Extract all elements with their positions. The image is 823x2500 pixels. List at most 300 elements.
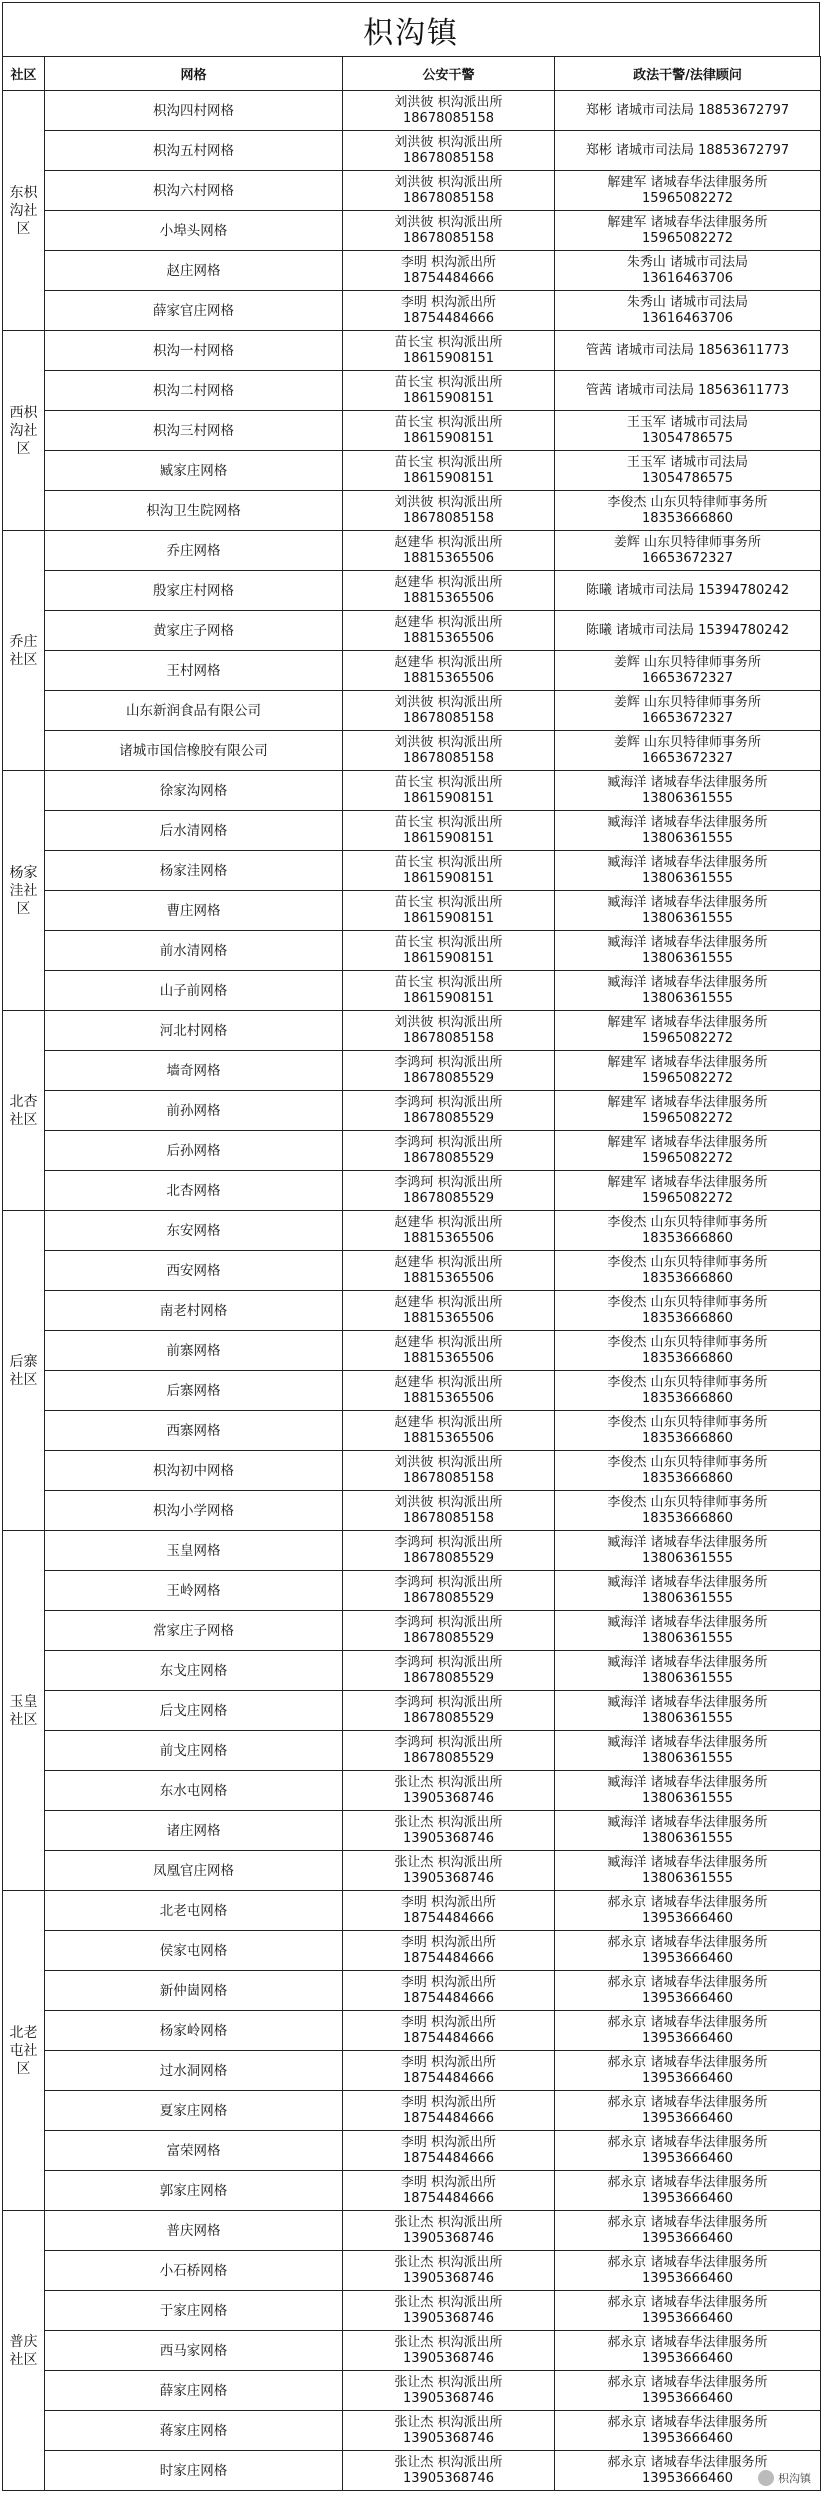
- police-line: 赵建华 枳沟派出所: [394, 574, 503, 590]
- legal-line: 13806361555: [642, 990, 733, 1006]
- police-line: 赵建华 枳沟派出所: [394, 654, 503, 670]
- police-cell: [343, 1411, 555, 1451]
- legal-line: 13616463706: [642, 310, 733, 326]
- police-line: 18615908151: [403, 430, 494, 446]
- table-row: [3, 1331, 821, 1371]
- police-cell: [343, 2411, 555, 2451]
- police-line: 13905368746: [403, 2390, 494, 2406]
- legal-cell: [555, 1771, 821, 1811]
- police-cell: [343, 691, 555, 731]
- legal-cell: [555, 891, 821, 931]
- grid-name-cell: 河北村网格: [45, 1011, 343, 1051]
- police-line: 18754484666: [403, 2150, 494, 2166]
- legal-cell: [555, 1411, 821, 1451]
- legal-line: 李俊杰 山东贝特律师事务所: [607, 1454, 768, 1470]
- watermark-logo-icon: [758, 2470, 774, 2486]
- legal-line: 李俊杰 山东贝特律师事务所: [607, 1494, 768, 1510]
- grid-name-cell: 东戈庄网格: [45, 1651, 343, 1691]
- police-line: 18678085529: [403, 1190, 494, 1206]
- legal-line: 15965082272: [642, 190, 733, 206]
- police-cell: [343, 1691, 555, 1731]
- police-line: 13905368746: [403, 2470, 494, 2486]
- legal-line: 13953666460: [642, 2070, 733, 2086]
- police-line: 18754484666: [403, 2110, 494, 2126]
- grid-name-cell: 杨家洼网格: [45, 851, 343, 891]
- police-line: 刘洪彼 枳沟派出所: [394, 734, 503, 750]
- legal-line: 臧海洋 诸城春华法律服务所: [607, 894, 768, 910]
- table-row: [3, 891, 821, 931]
- police-line: 苗长宝 枳沟派出所: [394, 974, 503, 990]
- table-row: [3, 1011, 821, 1051]
- legal-line: 13806361555: [642, 1550, 733, 1566]
- police-line: 18678085158: [403, 510, 494, 526]
- police-line: 18754484666: [403, 1950, 494, 1966]
- table-row: [3, 1731, 821, 1771]
- page-title: 枳沟镇: [2, 2, 820, 56]
- police-line: 18678085158: [403, 710, 494, 726]
- police-cell: [343, 1811, 555, 1851]
- legal-line: 姜辉 山东贝特律师事务所: [613, 534, 762, 550]
- table-row: [3, 2051, 821, 2091]
- police-cell: [343, 291, 555, 331]
- legal-line: 朱秀山 诸城市司法局: [626, 254, 749, 270]
- grid-name-cell: 夏家庄网格: [45, 2091, 343, 2131]
- legal-line: 臧海洋 诸城春华法律服务所: [607, 1734, 768, 1750]
- police-line: 赵建华 枳沟派出所: [394, 1374, 503, 1390]
- legal-line: 臧海洋 诸城春华法律服务所: [607, 1814, 768, 1830]
- police-line: 18615908151: [403, 910, 494, 926]
- grid-name-cell: 枳沟初中网格: [45, 1451, 343, 1491]
- legal-cell: [555, 2291, 821, 2331]
- header-row: [3, 57, 821, 91]
- table-row: [3, 1811, 821, 1851]
- legal-line: 13953666460: [642, 2190, 733, 2206]
- legal-line: 臧海洋 诸城春华法律服务所: [607, 774, 768, 790]
- legal-line: 13806361555: [642, 790, 733, 806]
- legal-line: 臧海洋 诸城春华法律服务所: [607, 1774, 768, 1790]
- police-line: 18678085158: [403, 1030, 494, 1046]
- grid-name-cell: 后寨网格: [45, 1371, 343, 1411]
- legal-cell: [555, 2171, 821, 2211]
- grid-name-cell: 东水屯网格: [45, 1771, 343, 1811]
- table-row: [3, 1291, 821, 1331]
- legal-cell: [555, 291, 821, 331]
- police-line: 张让杰 枳沟派出所: [394, 2254, 503, 2270]
- police-line: 苗长宝 枳沟派出所: [394, 374, 503, 390]
- police-line: 刘洪彼 枳沟派出所: [394, 134, 503, 150]
- legal-line: 18353666860: [642, 1390, 733, 1406]
- police-cell: [343, 651, 555, 691]
- legal-cell: [555, 611, 821, 651]
- table-row: [3, 1091, 821, 1131]
- police-cell: [343, 1531, 555, 1571]
- police-line: 18754484666: [403, 1990, 494, 2006]
- legal-line: 解建军 诸城春华法律服务所: [607, 174, 768, 190]
- police-line: 张让杰 枳沟派出所: [394, 1854, 503, 1870]
- police-line: 赵建华 枳沟派出所: [394, 1334, 503, 1350]
- grid-name-cell: 枳沟卫生院网格: [45, 491, 343, 531]
- police-line: 18815365506: [403, 670, 494, 686]
- grid-name-cell: 后水清网格: [45, 811, 343, 851]
- legal-line: 解建军 诸城春华法律服务所: [607, 1094, 768, 1110]
- police-cell: [343, 2371, 555, 2411]
- legal-line: 郝永京 诸城春华法律服务所: [607, 2054, 768, 2070]
- police-line: 李明 枳沟派出所: [400, 2174, 497, 2190]
- police-cell: [343, 931, 555, 971]
- police-line: 苗长宝 枳沟派出所: [394, 934, 503, 950]
- legal-line: 13953666460: [642, 2270, 733, 2286]
- legal-cell: [555, 1971, 821, 2011]
- roster-table: [2, 56, 821, 2491]
- police-cell: [343, 251, 555, 291]
- legal-cell: [555, 2371, 821, 2411]
- grid-name-cell: 曹庄网格: [45, 891, 343, 931]
- police-line: 苗长宝 枳沟派出所: [394, 334, 503, 350]
- legal-line: 郑彬 诸城市司法局 18853672797: [585, 142, 790, 158]
- grid-name-cell: 枳沟小学网格: [45, 1491, 343, 1531]
- table-row: [3, 1411, 821, 1451]
- legal-line: 李俊杰 山东贝特律师事务所: [607, 1214, 768, 1230]
- police-cell: [343, 1171, 555, 1211]
- police-line: 18815365506: [403, 1230, 494, 1246]
- legal-line: 郝永京 诸城春华法律服务所: [607, 2294, 768, 2310]
- police-line: 18678085158: [403, 150, 494, 166]
- grid-name-cell: 王岭网格: [45, 1571, 343, 1611]
- legal-line: 16653672327: [642, 670, 733, 686]
- roster-body: [3, 91, 821, 2491]
- table-row: [3, 291, 821, 331]
- legal-cell: [555, 1731, 821, 1771]
- legal-cell: [555, 971, 821, 1011]
- police-line: 13905368746: [403, 1830, 494, 1846]
- police-line: 赵建华 枳沟派出所: [394, 534, 503, 550]
- police-cell: [343, 1611, 555, 1651]
- police-cell: [343, 1451, 555, 1491]
- legal-line: 18353666860: [642, 1230, 733, 1246]
- legal-line: 16653672327: [642, 710, 733, 726]
- legal-line: 臧海洋 诸城春华法律服务所: [607, 1574, 768, 1590]
- table-row: [3, 1691, 821, 1731]
- police-line: 张让杰 枳沟派出所: [394, 2334, 503, 2350]
- police-line: 18615908151: [403, 830, 494, 846]
- table-row: [3, 1251, 821, 1291]
- legal-line: 郝永京 诸城春华法律服务所: [607, 1934, 768, 1950]
- grid-name-cell: 小埠头网格: [45, 211, 343, 251]
- police-line: 18615908151: [403, 790, 494, 806]
- legal-line: 陈曦 诸城市司法局 15394780242: [585, 582, 790, 598]
- police-line: 13905368746: [403, 2230, 494, 2246]
- police-line: 18678085529: [403, 1590, 494, 1606]
- legal-cell: [555, 1531, 821, 1571]
- police-cell: [343, 1371, 555, 1411]
- table-row: [3, 1451, 821, 1491]
- police-line: 李鸿珂 枳沟派出所: [394, 1054, 503, 1070]
- police-cell: [343, 611, 555, 651]
- community-cell: [3, 531, 45, 771]
- police-cell: [343, 1291, 555, 1331]
- police-cell: [343, 571, 555, 611]
- police-cell: [343, 2291, 555, 2331]
- police-line: 18754484666: [403, 2030, 494, 2046]
- community-name: 北老屯社区: [9, 2024, 38, 2077]
- legal-line: 13616463706: [642, 270, 733, 286]
- legal-line: 臧海洋 诸城春华法律服务所: [607, 934, 768, 950]
- table-row: [3, 931, 821, 971]
- legal-line: 解建军 诸城春华法律服务所: [607, 1014, 768, 1030]
- community-name: 杨家洼社区: [9, 864, 38, 917]
- table-row: [3, 531, 821, 571]
- legal-cell: [555, 2411, 821, 2451]
- police-cell: [343, 2171, 555, 2211]
- legal-line: 王玉军 诸城市司法局: [626, 454, 749, 470]
- police-line: 张让杰 枳沟派出所: [394, 2374, 503, 2390]
- legal-cell: [555, 571, 821, 611]
- table-row: [3, 1931, 821, 1971]
- police-line: 13905368746: [403, 1790, 494, 1806]
- police-line: 赵建华 枳沟派出所: [394, 1254, 503, 1270]
- grid-name-cell: 徐家沟网格: [45, 771, 343, 811]
- legal-line: 13806361555: [642, 870, 733, 886]
- legal-line: 臧海洋 诸城春华法律服务所: [607, 1614, 768, 1630]
- police-line: 18678085529: [403, 1630, 494, 1646]
- legal-cell: [555, 91, 821, 131]
- police-cell: [343, 491, 555, 531]
- police-cell: [343, 2091, 555, 2131]
- table-row: [3, 2251, 821, 2291]
- legal-cell: [555, 1451, 821, 1491]
- police-line: 李鸿珂 枳沟派出所: [394, 1574, 503, 1590]
- police-cell: [343, 851, 555, 891]
- police-line: 13905368746: [403, 2310, 494, 2326]
- grid-name-cell: 薛家庄网格: [45, 2371, 343, 2411]
- legal-line: 13806361555: [642, 1750, 733, 1766]
- legal-line: 13953666460: [642, 1950, 733, 1966]
- police-line: 18754484666: [403, 270, 494, 286]
- legal-cell: [555, 531, 821, 571]
- police-line: 18754484666: [403, 310, 494, 326]
- police-line: 刘洪彼 枳沟派出所: [394, 174, 503, 190]
- header-grid: 网格: [45, 57, 343, 91]
- table-row: [3, 1491, 821, 1531]
- grid-name-cell: 枳沟六村网格: [45, 171, 343, 211]
- grid-name-cell: 殷家庄村网格: [45, 571, 343, 611]
- police-line: 张让杰 枳沟派出所: [394, 2214, 503, 2230]
- police-line: 张让杰 枳沟派出所: [394, 2414, 503, 2430]
- legal-line: 姜辉 山东贝特律师事务所: [613, 734, 762, 750]
- police-cell: [343, 131, 555, 171]
- table-row: [3, 2451, 821, 2491]
- legal-cell: [555, 371, 821, 411]
- grid-name-cell: 枳沟三村网格: [45, 411, 343, 451]
- watermark: [758, 2470, 811, 2486]
- police-line: 18615908151: [403, 470, 494, 486]
- police-line: 李鸿珂 枳沟派出所: [394, 1734, 503, 1750]
- police-cell: [343, 1251, 555, 1291]
- police-line: 18678085158: [403, 1510, 494, 1526]
- police-line: 李明 枳沟派出所: [400, 294, 497, 310]
- grid-name-cell: 前孙网格: [45, 1091, 343, 1131]
- grid-name-cell: 墙奇网格: [45, 1051, 343, 1091]
- grid-name-cell: 郭家庄网格: [45, 2171, 343, 2211]
- legal-line: 18353666860: [642, 1510, 733, 1526]
- grid-name-cell: 前戈庄网格: [45, 1731, 343, 1771]
- police-cell: [343, 771, 555, 811]
- legal-cell: [555, 491, 821, 531]
- grid-name-cell: 黄家庄子网格: [45, 611, 343, 651]
- police-line: 赵建华 枳沟派出所: [394, 614, 503, 630]
- police-cell: [343, 1651, 555, 1691]
- grid-name-cell: 前寨网格: [45, 1331, 343, 1371]
- legal-line: 13806361555: [642, 830, 733, 846]
- table-row: [3, 1971, 821, 2011]
- police-cell: [343, 2451, 555, 2491]
- legal-line: 18353666860: [642, 1270, 733, 1286]
- police-line: 刘洪彼 枳沟派出所: [394, 214, 503, 230]
- legal-cell: [555, 1051, 821, 1091]
- legal-cell: [555, 691, 821, 731]
- community-name: 乔庄社区: [9, 633, 38, 668]
- legal-line: 臧海洋 诸城春华法律服务所: [607, 854, 768, 870]
- police-line: 18678085158: [403, 230, 494, 246]
- legal-cell: [555, 1251, 821, 1291]
- legal-line: 13953666460: [642, 2030, 733, 2046]
- police-line: 18815365506: [403, 1430, 494, 1446]
- grid-name-cell: 东安网格: [45, 1211, 343, 1251]
- police-cell: [343, 371, 555, 411]
- grid-name-cell: 小石桥网格: [45, 2251, 343, 2291]
- legal-line: 15965082272: [642, 1110, 733, 1126]
- legal-line: 解建军 诸城春华法律服务所: [607, 1174, 768, 1190]
- grid-name-cell: 薛家官庄网格: [45, 291, 343, 331]
- community-cell: [3, 1011, 45, 1211]
- grid-name-cell: 臧家庄网格: [45, 451, 343, 491]
- grid-name-cell: 后戈庄网格: [45, 1691, 343, 1731]
- legal-line: 郝永京 诸城春华法律服务所: [607, 2214, 768, 2230]
- police-line: 18678085529: [403, 1710, 494, 1726]
- police-line: 李明 枳沟派出所: [400, 2094, 497, 2110]
- legal-cell: [555, 771, 821, 811]
- legal-line: 李俊杰 山东贝特律师事务所: [607, 1334, 768, 1350]
- table-row: [3, 131, 821, 171]
- legal-cell: [555, 1851, 821, 1891]
- grid-name-cell: 枳沟二村网格: [45, 371, 343, 411]
- grid-name-cell: 乔庄网格: [45, 531, 343, 571]
- table-row: [3, 851, 821, 891]
- legal-line: 15965082272: [642, 230, 733, 246]
- legal-line: 臧海洋 诸城春华法律服务所: [607, 1854, 768, 1870]
- police-line: 张让杰 枳沟派出所: [394, 1774, 503, 1790]
- legal-line: 15965082272: [642, 1190, 733, 1206]
- police-line: 李鸿珂 枳沟派出所: [394, 1134, 503, 1150]
- police-cell: [343, 891, 555, 931]
- legal-cell: [555, 1691, 821, 1731]
- police-line: 赵建华 枳沟派出所: [394, 1214, 503, 1230]
- police-line: 13905368746: [403, 2270, 494, 2286]
- grid-name-cell: 山东新润食品有限公司: [45, 691, 343, 731]
- legal-cell: [555, 411, 821, 451]
- police-cell: [343, 1771, 555, 1811]
- grid-name-cell: 西马家网格: [45, 2331, 343, 2371]
- police-line: 李鸿珂 枳沟派出所: [394, 1694, 503, 1710]
- legal-line: 13953666460: [642, 2230, 733, 2246]
- grid-name-cell: 西安网格: [45, 1251, 343, 1291]
- police-cell: [343, 1891, 555, 1931]
- police-line: 苗长宝 枳沟派出所: [394, 774, 503, 790]
- table-row: [3, 2211, 821, 2251]
- legal-line: 郝永京 诸城春华法律服务所: [607, 2094, 768, 2110]
- community-name: 普庆社区: [9, 2333, 38, 2368]
- community-cell: [3, 1891, 45, 2211]
- legal-line: 李俊杰 山东贝特律师事务所: [607, 1254, 768, 1270]
- grid-name-cell: 于家庄网格: [45, 2291, 343, 2331]
- legal-line: 李俊杰 山东贝特律师事务所: [607, 1414, 768, 1430]
- legal-cell: [555, 1931, 821, 1971]
- legal-line: 13806361555: [642, 1710, 733, 1726]
- police-cell: [343, 1931, 555, 1971]
- legal-line: 陈曦 诸城市司法局 15394780242: [585, 622, 790, 638]
- table-row: [3, 651, 821, 691]
- police-line: 18815365506: [403, 590, 494, 606]
- grid-name-cell: 玉皇网格: [45, 1531, 343, 1571]
- legal-line: 李俊杰 山东贝特律师事务所: [607, 1294, 768, 1310]
- legal-line: 13953666460: [642, 1990, 733, 2006]
- community-name: 东枳沟社区: [9, 184, 38, 237]
- legal-line: 臧海洋 诸城春华法律服务所: [607, 1654, 768, 1670]
- grid-name-cell: 诸城市国信橡胶有限公司: [45, 731, 343, 771]
- legal-line: 郝永京 诸城春华法律服务所: [607, 1974, 768, 1990]
- table-row: [3, 611, 821, 651]
- police-line: 苗长宝 枳沟派出所: [394, 414, 503, 430]
- police-line: 李鸿珂 枳沟派出所: [394, 1534, 503, 1550]
- police-line: 18615908151: [403, 950, 494, 966]
- grid-name-cell: 前水清网格: [45, 931, 343, 971]
- legal-line: 臧海洋 诸城春华法律服务所: [607, 1694, 768, 1710]
- community-cell: [3, 331, 45, 531]
- police-cell: [343, 411, 555, 451]
- legal-line: 臧海洋 诸城春华法律服务所: [607, 1534, 768, 1550]
- legal-line: 13953666460: [642, 2150, 733, 2166]
- police-line: 18815365506: [403, 1350, 494, 1366]
- table-row: [3, 811, 821, 851]
- legal-line: 解建军 诸城春华法律服务所: [607, 1134, 768, 1150]
- police-line: 13905368746: [403, 1870, 494, 1886]
- police-line: 苗长宝 枳沟派出所: [394, 894, 503, 910]
- police-line: 刘洪彼 枳沟派出所: [394, 494, 503, 510]
- legal-line: 郝永京 诸城春华法律服务所: [607, 2454, 768, 2470]
- table-row: [3, 771, 821, 811]
- grid-name-cell: 杨家岭网格: [45, 2011, 343, 2051]
- legal-line: 13806361555: [642, 1670, 733, 1686]
- table-row: [3, 251, 821, 291]
- police-cell: [343, 1491, 555, 1531]
- legal-cell: [555, 2011, 821, 2051]
- legal-cell: [555, 1611, 821, 1651]
- police-line: 张让杰 枳沟派出所: [394, 2454, 503, 2470]
- police-cell: [343, 171, 555, 211]
- legal-line: 15965082272: [642, 1070, 733, 1086]
- grid-roster-sheet: [2, 2, 820, 2491]
- table-row: [3, 171, 821, 211]
- table-row: [3, 451, 821, 491]
- police-line: 李鸿珂 枳沟派出所: [394, 1654, 503, 1670]
- legal-cell: [555, 1011, 821, 1051]
- legal-cell: [555, 131, 821, 171]
- grid-name-cell: 后孙网格: [45, 1131, 343, 1171]
- legal-line: 郝永京 诸城春华法律服务所: [607, 2174, 768, 2190]
- table-row: [3, 2331, 821, 2371]
- legal-cell: [555, 731, 821, 771]
- legal-cell: [555, 1131, 821, 1171]
